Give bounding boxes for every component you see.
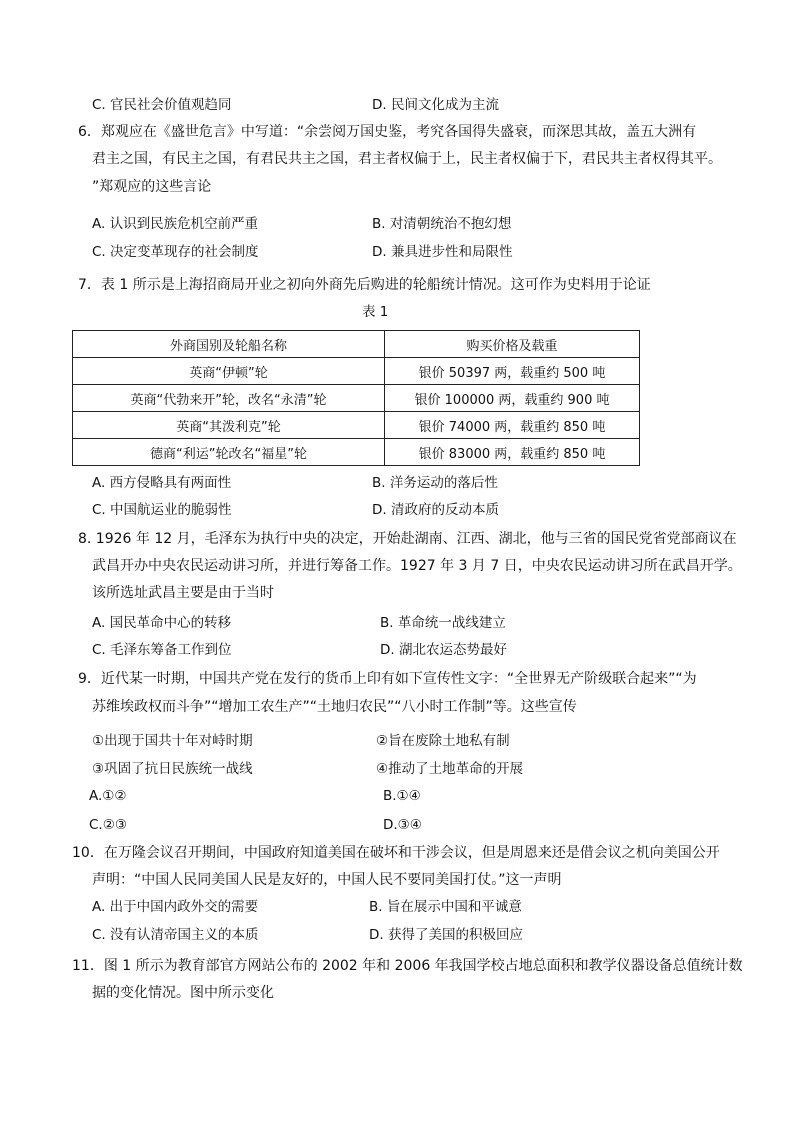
q10-option-d: D. 获得了美国的积极回应 [369, 927, 523, 943]
table-cell: 银价 50397 两，载重约 500 吨 [385, 358, 640, 385]
q6-stem-line3: ”郑观应的这些言论 [92, 179, 212, 195]
table-row [73, 439, 640, 466]
q9-option-c: C.②③ [89, 817, 127, 833]
table-cell: 德商“利运”轮改名“福星”轮 [73, 439, 385, 466]
q9-statement-2: ②旨在废除土地私有制 [376, 733, 510, 749]
table-header-cell: 购买价格及载重 [385, 331, 640, 358]
q10-stem-line1: 10．在万隆会议召开期间，中国政府知道美国在破坏和干涉会议，但是周恩来还是借会议之机向美国公开 [72, 845, 720, 861]
q9-option-d: D.③④ [383, 817, 422, 833]
q9-option-a: A.①② [89, 788, 127, 804]
table-row [73, 412, 640, 439]
q8-stem-line2: 武昌开办中央农民运动讲习所，并进行筹备工作。1927 年 3 月 7 日，中央农民运动讲习所在武昌开学。 [92, 558, 742, 574]
table-caption: 表 1 [362, 304, 389, 320]
q7-option-b: B. 洋务运动的落后性 [372, 475, 498, 491]
q6-option-c: C. 决定变革现存的社会制度 [92, 244, 259, 260]
q7-stem-line1: 7．表 1 所示是上海招商局开业之初向外商先后购进的轮船统计情况。这可作为史料用于论证 [78, 277, 651, 293]
q9-statement-1: ①出现于国共十年对峙时期 [92, 733, 253, 749]
q5-option-c: C. 官民社会价值观趋同 [92, 97, 232, 113]
q8-option-d: D. 湖北农运态势最好 [380, 642, 507, 658]
q6-stem-line2: 君主之国，有民主之国，有君民共主之国，君主者权偏于上，民主者权偏于下，君民共主者权得其平。 [92, 151, 722, 167]
q8-option-b: B. 革命统一战线建立 [380, 615, 506, 631]
q8-option-c: C. 毛泽东筹备工作到位 [92, 642, 232, 658]
table-cell: 英商“代勃来开”轮，改名“永清”轮 [73, 385, 385, 412]
table-cell: 英商“其泼利克”轮 [73, 412, 385, 439]
q7-option-a: A. 西方侵略具有两面性 [92, 475, 232, 491]
q10-stem-line2: 声明：“中国人民同美国人民是友好的，中国人民不要同美国打仗。”这一声明 [92, 872, 562, 888]
q6-option-b: B. 对清朝统治不抱幻想 [372, 216, 512, 232]
q9-stem-line1: 9．近代某一时期，中国共产党在发行的货币上印有如下宣传性文字：“全世界无产阶级联合起来”“为 [78, 671, 697, 687]
table-row [73, 385, 640, 412]
table-header-cell: 外商国别及轮船名称 [73, 331, 385, 358]
q9-statement-4: ④推动了土地革命的开展 [376, 761, 524, 777]
table-cell: 银价 100000 两，载重约 900 吨 [385, 385, 640, 412]
q10-option-c: C. 没有认清帝国主义的本质 [92, 927, 259, 943]
q9-statement-3: ③巩固了抗日民族统一战线 [92, 761, 253, 777]
q7-option-c: C. 中国航运业的脆弱性 [92, 502, 232, 518]
ship-purchase-table [72, 330, 640, 466]
q7-option-d: D. 清政府的反动本质 [372, 502, 499, 518]
q6-option-a: A. 认识到民族危机空前严重 [92, 216, 259, 232]
table-cell: 英商“伊顿”轮 [73, 358, 385, 385]
table-cell: 银价 83000 两，载重约 850 吨 [385, 439, 640, 466]
q8-stem-line3: 该所选址武昌主要是由于当时 [92, 585, 274, 601]
q9-option-b: B.①④ [383, 788, 421, 804]
table-cell: 银价 74000 两，载重约 850 吨 [385, 412, 640, 439]
q6-option-d: D. 兼具进步性和局限性 [372, 244, 513, 260]
table-header-row [73, 331, 640, 358]
q10-option-a: A. 出于中国内政外交的需要 [92, 899, 259, 915]
table-row [73, 358, 640, 385]
q9-stem-line2: 苏维埃政权而斗争”“增加工农生产”“土地归农民”“八小时工作制”等。这些宣传 [92, 699, 577, 715]
q8-stem-line1: 8. 1926 年 12 月，毛泽东为执行中央的决定，开始赴湖南、江西、湖北，他与三省的国民党省党部商议在 [78, 531, 737, 547]
q11-stem-line2: 据的变化情况。图中所示变化 [92, 985, 274, 1001]
q8-option-a: A. 国民革命中心的转移 [92, 615, 232, 631]
q6-stem-line1: 6．郑观应在《盛世危言》中写道：“余尝阅万国史鉴，考究各国得失盛衰，而深思其故，盖五大洲有 [78, 124, 697, 140]
q5-option-d: D. 民间文化成为主流 [372, 97, 499, 113]
q10-option-b: B. 旨在展示中国和平诚意 [369, 899, 522, 915]
q11-stem-line1: 11．图 1 所示为教育部官方网站公布的 2002 年和 2006 年我国学校占地总面积和教学仪器设备总值统计数 [72, 958, 743, 974]
